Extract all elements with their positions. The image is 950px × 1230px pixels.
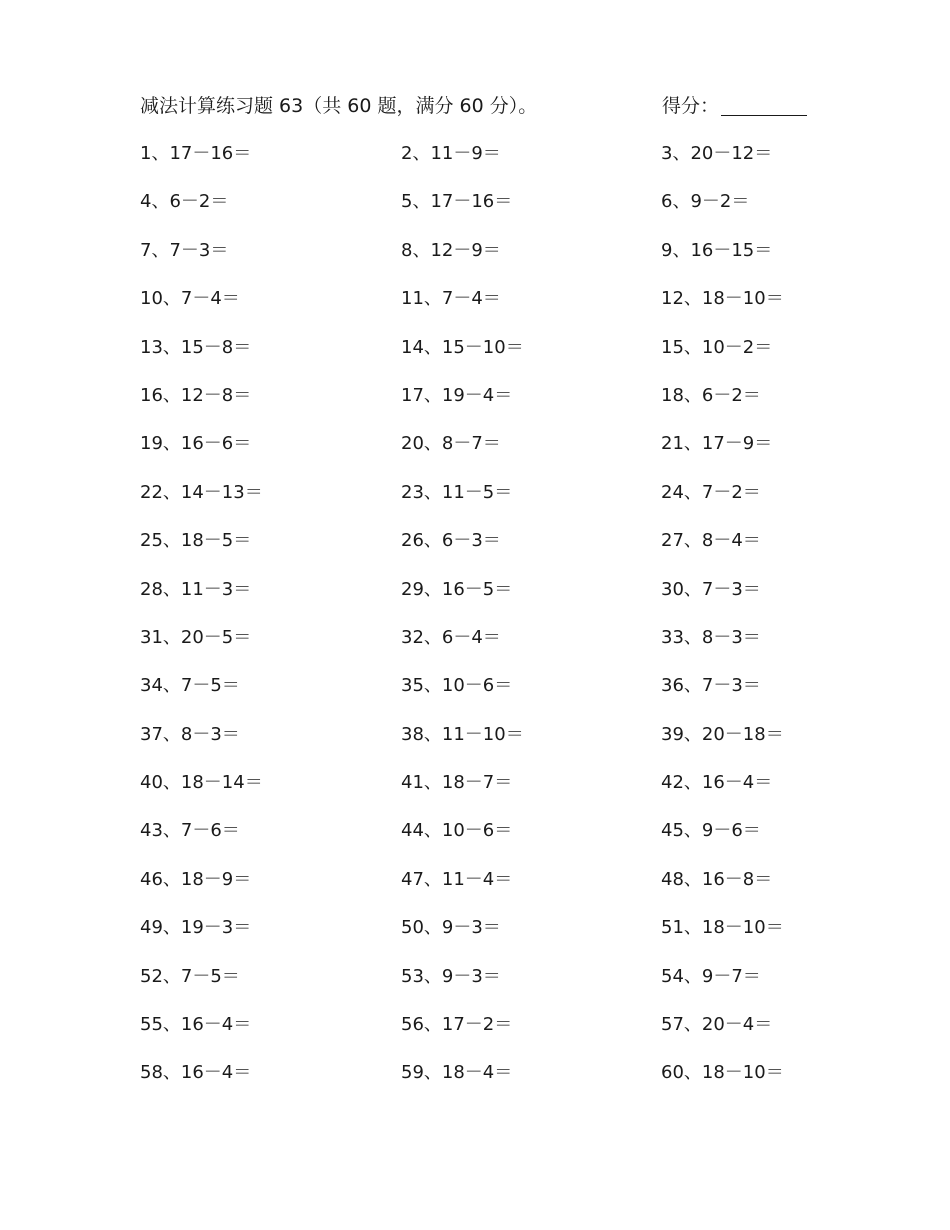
problem-item: 5、17－16＝ [401,191,513,213]
problem-item: 48、16－8＝ [661,868,773,890]
problem-item: 43、7－6＝ [140,820,240,842]
problem-item: 6、9－2＝ [661,191,750,213]
problem-item: 60、18－10＝ [661,1062,784,1084]
problem-item: 28、11－3＝ [140,578,252,600]
problem-item: 56、17－2＝ [401,1014,513,1036]
problem-grid [140,138,840,1106]
problem-item: 26、6－3＝ [401,530,501,552]
problem-item: 11、7－4＝ [401,288,501,310]
problem-item: 1、17－16＝ [140,143,252,164]
problem-item: 41、18－7＝ [401,772,513,794]
problem-item: 29、16－5＝ [401,578,513,600]
page-title: 减法计算练习题 63（共 60 题，满分 60 分）。 [140,95,538,117]
worksheet-header [140,90,820,124]
problem-item: 35、10－6＝ [401,675,513,697]
problem-item: 53、9－3＝ [401,965,501,987]
problem-item: 52、7－5＝ [140,965,240,987]
problem-item: 16、12－8＝ [140,384,252,406]
problem-item: 14、15－10＝ [401,336,524,358]
problem-item: 7、7－3＝ [140,239,229,261]
problem-item: 21、17－9＝ [661,433,773,455]
problem-item: 57、20－4＝ [661,1014,773,1036]
problem-item: 19、16－6＝ [140,433,252,455]
problem-item: 24、7－2＝ [661,481,761,503]
problem-item: 8、12－9＝ [401,239,501,261]
problem-item: 40、18－14＝ [140,772,263,794]
score-label: 得分： [662,95,720,117]
problem-item: 18、6－2＝ [661,384,761,406]
problem-item: 58、16－4＝ [140,1062,252,1084]
problem-item: 15、10－2＝ [661,336,773,358]
problem-item: 32、6－4＝ [401,626,501,648]
problem-item: 45、9－6＝ [661,820,761,842]
problem-item: 39、20－18＝ [661,723,784,745]
problem-item: 27、8－4＝ [661,530,761,552]
score-field [662,90,807,122]
problem-item: 33、8－3＝ [661,626,761,648]
problem-item: 46、18－9＝ [140,868,252,890]
problem-item: 20、8－7＝ [401,433,501,455]
problem-item: 36、7－3＝ [661,675,761,697]
problem-item: 49、19－3＝ [140,917,252,939]
problem-item: 9、16－15＝ [661,239,773,261]
problem-item: 23、11－5＝ [401,481,513,503]
problem-item: 17、19－4＝ [401,384,513,406]
problem-item: 3、20－12＝ [661,143,773,164]
problem-item: 4、6－2＝ [140,191,229,213]
score-blank-line [721,91,807,116]
problem-item: 55、16－4＝ [140,1014,252,1036]
problem-item: 22、14－13＝ [140,481,263,503]
problem-item: 30、7－3＝ [661,578,761,600]
problem-item: 42、16－4＝ [661,772,773,794]
problem-item: 31、20－5＝ [140,626,252,648]
problem-item: 51、18－10＝ [661,917,784,939]
problem-item: 13、15－8＝ [140,336,252,358]
problem-item: 25、18－5＝ [140,530,252,552]
problem-item: 10、7－4＝ [140,288,240,310]
problem-item: 38、11－10＝ [401,723,524,745]
problem-item: 34、7－5＝ [140,675,240,697]
problem-item: 37、8－3＝ [140,723,240,745]
problem-item: 47、11－4＝ [401,868,513,890]
problem-item: 12、18－10＝ [661,288,784,310]
problem-item: 54、9－7＝ [661,965,761,987]
problem-item: 2、11－9＝ [401,143,501,164]
problem-item: 50、9－3＝ [401,917,501,939]
problem-item: 59、18－4＝ [401,1062,513,1084]
problem-item: 44、10－6＝ [401,820,513,842]
